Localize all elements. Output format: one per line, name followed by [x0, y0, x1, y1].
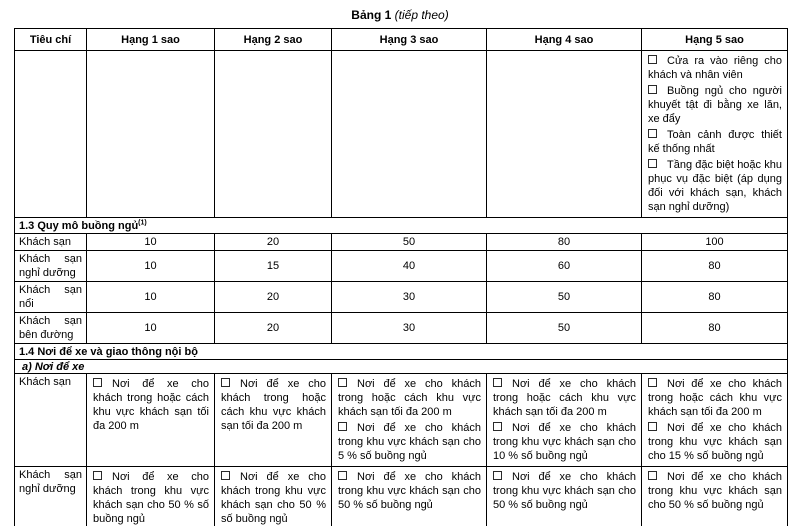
- table-row: [15, 234, 788, 251]
- header-row: [15, 29, 788, 51]
- table-row: [15, 313, 788, 344]
- parking-cell-2-star: [215, 467, 332, 526]
- cell-value: 100: [642, 234, 788, 251]
- bullet-item: [221, 470, 326, 526]
- parking-cell-2-star: [215, 374, 332, 467]
- bullet-item: [338, 470, 481, 512]
- cell-value: 50: [487, 313, 642, 344]
- parking-cell-1-star: [87, 467, 215, 526]
- cell-value: 80: [642, 282, 788, 313]
- parking-cell-4-star: [487, 374, 642, 467]
- five-star-extra-features-row: [15, 51, 788, 218]
- bullet-text: Nơi để xe cho khách trong khu vực khách sạn cho 50 % số buồng ngủ: [493, 471, 636, 511]
- checkbox-icon: [648, 129, 657, 138]
- bullet-text: Nơi để xe cho khách trong khu vực khách sạn cho 10 % số buồng ngủ: [493, 422, 636, 462]
- bullet-text: Nơi để xe cho khách trong hoặc cách khu vực khách sạn tối đa 200 m: [338, 378, 481, 418]
- subsection-parking-row: [15, 360, 788, 374]
- criteria-label: Khách sạn nổi: [15, 282, 87, 313]
- checkbox-icon: [221, 471, 230, 480]
- bullet-item: [93, 470, 209, 526]
- bullet-item: [648, 54, 782, 82]
- section-parking-row: [15, 344, 788, 360]
- bullet-item: [93, 377, 209, 433]
- cell-value: 30: [332, 313, 487, 344]
- bullet-text: Nơi để xe cho khách trong khu vực khách sạn cho 50 % số buồng ngủ: [93, 471, 209, 525]
- parking-cell-3-star: [332, 374, 487, 467]
- subsection-parking-title: a) Nơi để xe: [22, 360, 85, 373]
- bullet-text: Buồng ngủ cho người khuyết tật đi bằng xe lăn, xe đẩy: [648, 85, 782, 125]
- criteria-label: Khách sạn nghỉ dưỡng: [15, 251, 87, 282]
- checkbox-icon: [648, 378, 657, 387]
- checkbox-icon: [648, 55, 657, 64]
- empty-cell: [332, 51, 487, 218]
- bullet-item: [648, 158, 782, 214]
- cell-value: 50: [487, 282, 642, 313]
- cell-value: 80: [642, 251, 788, 282]
- cell-value: 80: [487, 234, 642, 251]
- bullet-text: Nơi để xe cho khách trong hoặc cách khu vực khách sạn tối đa 200 m: [648, 378, 782, 418]
- checkbox-icon: [338, 471, 347, 480]
- criteria-table: [14, 28, 788, 526]
- section-parking-title: 1.4 Nơi để xe và giao thông nội bộ: [19, 345, 198, 358]
- checkbox-icon: [93, 471, 102, 480]
- checkbox-icon: [338, 378, 347, 387]
- cell-value: 40: [332, 251, 487, 282]
- bullet-text: Cửa ra vào riêng cho khách và nhân viên: [648, 55, 782, 81]
- parking-cell-5-star: [642, 374, 788, 467]
- bullet-text: Nơi để xe cho khách trong hoặc cách khu vực khách sạn tối đa 200 m: [493, 378, 636, 418]
- cell-value: 30: [332, 282, 487, 313]
- page-title: [0, 8, 800, 22]
- cell-value: 10: [87, 313, 215, 344]
- bullet-item: [648, 470, 782, 512]
- cell-value: 20: [215, 282, 332, 313]
- section-room-scale-row: [15, 218, 788, 234]
- table-title: Bảng 1: [351, 8, 392, 22]
- bullet-item: [648, 84, 782, 126]
- bullet-item: [648, 421, 782, 463]
- checkbox-icon: [338, 422, 347, 431]
- cell-value: 10: [87, 251, 215, 282]
- criteria-label: Khách sạn nghỉ dưỡng: [15, 467, 87, 526]
- checkbox-icon: [648, 85, 657, 94]
- bullet-text: Nơi để xe cho khách trong hoặc cách khu vực khách sạn tối đa 200 m: [221, 378, 326, 432]
- cell-value: 50: [332, 234, 487, 251]
- subsection-parking-cell: [15, 360, 788, 374]
- bullet-item: [493, 377, 636, 419]
- bullet-item: [493, 421, 636, 463]
- five-star-features-cell: [642, 51, 788, 218]
- bullet-text: Toàn cảnh được thiết kế thống nhất: [648, 129, 782, 155]
- bullet-text: Nơi để xe cho khách trong khu vực khách sạn cho 50 % số buồng ngủ: [338, 471, 481, 511]
- section-room-scale-title-cell: [15, 218, 788, 234]
- parking-cell-1-star: [87, 374, 215, 467]
- checkbox-icon: [648, 159, 657, 168]
- checkbox-icon: [648, 422, 657, 431]
- checkbox-icon: [221, 378, 230, 387]
- criteria-label: Khách sạn bên đường: [15, 313, 87, 344]
- bullet-text: Nơi để xe cho khách trong khu vực khách sạn cho 50 % số buồng ngủ: [221, 471, 326, 525]
- bullet-text: Nơi để xe cho khách trong khu vực khách sạn cho 5 % số buồng ngủ: [338, 422, 481, 462]
- criteria-label: Khách sạn: [15, 374, 87, 467]
- header-1-star: Hạng 1 sao: [87, 29, 215, 51]
- footnote-marker: (1): [138, 218, 147, 226]
- header-4-star: Hạng 4 sao: [487, 29, 642, 51]
- header-5-star: Hạng 5 sao: [642, 29, 788, 51]
- cell-value: 80: [642, 313, 788, 344]
- parking-cell-5-star: [642, 467, 788, 526]
- header-2-star: Hạng 2 sao: [215, 29, 332, 51]
- cell-value: 10: [87, 234, 215, 251]
- empty-cell: [15, 51, 87, 218]
- parking-cell-3-star: [332, 467, 487, 526]
- bullet-item: [493, 470, 636, 512]
- table-row: [15, 251, 788, 282]
- empty-cell: [215, 51, 332, 218]
- bullet-text: Nơi để xe cho khách trong khu vực khách sạn cho 50 % số buồng ngủ: [648, 471, 782, 511]
- bullet-item: [338, 421, 481, 463]
- checkbox-icon: [493, 378, 502, 387]
- checkbox-icon: [493, 471, 502, 480]
- cell-value: 15: [215, 251, 332, 282]
- bullet-item: [221, 377, 326, 433]
- bullet-item: [338, 377, 481, 419]
- checkbox-icon: [648, 471, 657, 480]
- section-room-scale-title: 1.3 Quy mô buồng ngủ: [19, 219, 139, 232]
- empty-cell: [87, 51, 215, 218]
- bullet-text: Nơi để xe cho khách trong khu vực khách sạn cho 15 % số buồng ngủ: [648, 422, 782, 462]
- criteria-label: Khách sạn: [15, 234, 87, 251]
- table-title-suffix: (tiếp theo): [394, 8, 449, 22]
- cell-value: 60: [487, 251, 642, 282]
- table-row: [15, 282, 788, 313]
- header-criteria: Tiêu chí: [15, 29, 87, 51]
- cell-value: 20: [215, 313, 332, 344]
- parking-cell-4-star: [487, 467, 642, 526]
- checkbox-icon: [93, 378, 102, 387]
- table-row: [15, 467, 788, 526]
- section-parking-title-cell: [15, 344, 788, 360]
- cell-value: 10: [87, 282, 215, 313]
- table-row: [15, 374, 788, 467]
- bullet-text: Nơi để xe cho khách trong hoặc cách khu vực khách sạn tối đa 200 m: [93, 378, 209, 432]
- empty-cell: [487, 51, 642, 218]
- cell-value: 20: [215, 234, 332, 251]
- bullet-item: [648, 377, 782, 419]
- header-3-star: Hạng 3 sao: [332, 29, 487, 51]
- bullet-text: Tầng đặc biệt hoặc khu phục vụ đặc biệt (áp dụng đối với khách sạn, khách sạn nghỉ dưỡng): [648, 159, 782, 213]
- bullet-item: [648, 128, 782, 156]
- checkbox-icon: [493, 422, 502, 431]
